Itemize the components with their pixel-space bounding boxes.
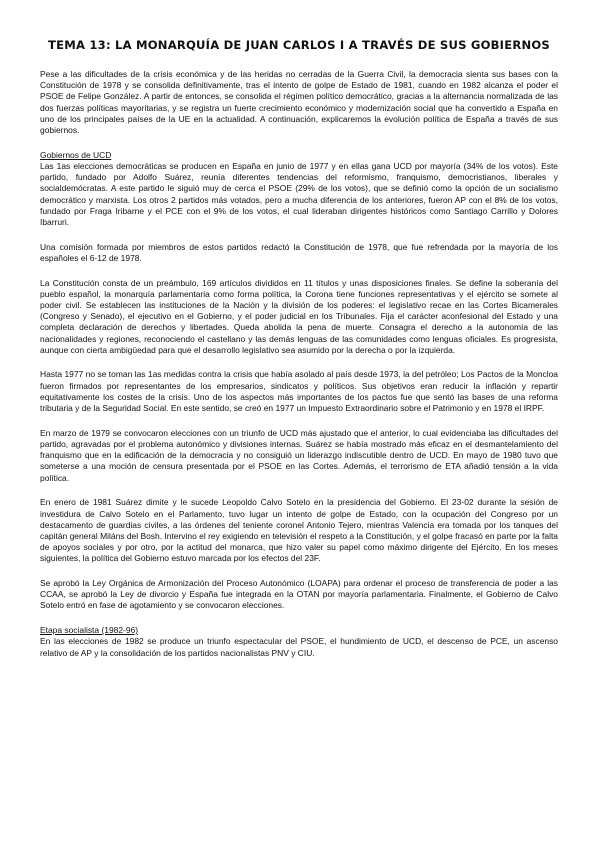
paragraph: En las elecciones de 1982 se produce un triunfo espectacular del PSOE, el hundimiento de UCD, el descenso de PCE, un ascenso relativo de AP y la consolidación de los partidos nacionalistas PNV y CIU. [40,636,558,658]
paragraph: En enero de 1981 Suárez dimite y le sucede Leopoldo Calvo Sotelo en la presidencia del Gobierno. El 23-02 durante la sesión de investidura de Calvo Sotelo en el Parlamento, tuvo lugar un intento de golpe de Estado, con la ocupación del Congreso por un destacamento de guardias civiles, a las órdenes del teniente coronel Antonio Tejero, mientras Valencia era tomada por los tanques del capitán general Miláns del Bosh. Intervino el rey exigiendo en televisión el respeto a la Constitución, y el golpe fracasó en parte por la falta de apoyos sociales y por otro, por la actitud del monarca, que hizo valer su papel como máximo dirigente del Ejército. En los meses siguientes, la política del Gobierno estuvo marcada por los efectos del 23F. [40,497,558,564]
paragraph: En marzo de 1979 se convocaron elecciones con un triunfo de UCD más ajustado que el anterior, lo cual evidenciaba las dificultades del partido, agravadas por el problema autonómico y divisiones internas. Suárez se había mostrado más eficaz en el desmantelamiento del franquismo que en la edificación de la democracia y no consiguió un liderazgo indiscutible dentro de UCD. En mayo de 1980 tuvo que someterse a una moción de censura presentada por el PSOE en las Cortes. Además, el terrorismo de ETA añadió tensión a la vida política. [40,427,558,483]
paragraph: Una comisión formada por miembros de estos partidos redactó la Constitución de 1978, que fue refrendada por la mayoría de los españoles el 6-12 de 1978. [40,241,558,263]
document-title: TEMA 13: LA MONARQUÍA DE JUAN CARLOS I A TRAVÉS DE SUS GOBIERNOS [48,38,550,52]
paragraph: Las 1as elecciones democráticas se producen en España en junio de 1977 y en ellas gana UCD por mayoría (34% de los votos). Este partido, fundado por Adolfo Suárez, reunía diferentes tendencias del reformismo, franquismo, democristianos, liberales y socialdemócratas. A este partido le siguió muy de cerca el PSOE (29% de los votos), que se definió como la opción de un socialismo democrático y marxista. Los otros 2 partidos más votados, pero a mucha diferencia de los anteriores, fueron AP con el 8% de los votos, fundado por Fraga Iribarne y el PCE con el 9% de los votos, el cual lideraban dirigentes históricos como Santiago Carrillo y Dolores Ibarruri. [40,160,558,227]
intro-paragraph: Pese a las dificultades de la crisis económica y de las heridas no cerradas de la Guerra Civil, la democracia sienta sus bases con la Constitución de 1978 y se consolida definitivamente, tras el intento de golpe de Estado de 1981, cuando en 1982 alcanza el poder el PSOE de Felipe González. A partir de entonces, se consolida el régimen político democrático, gracias a la alternancia normalizada de las dos fuerzas políticas mayoritarias, y se registra un fuerte crecimiento económico y modernización social que ha convertido a España en uno de los principales países de la UE en la actualidad. A continuación, explicaremos la evolución política de España a través de sus gobiernos. [40,69,558,136]
paragraph: Hasta 1977 no se toman las 1as medidas contra la crisis que había asolado al país desde 1973, la del petróleo; Los Pactos de la Moncloa fueron firmados por representantes de los empresarios, sindicatos y políticos. Sus objetivos eran reducir la inflación y repartir equitativamente los costes de la crisis. Uno de los aspectos más importantes de los pactos fue que sentó las bases de una reforma tributaria y de la Seguridad Social. En este sentido, se creó en 1977 un Impuesto Extraordinario sobre el Patrimonio y en 1978 el IRPF. [40,369,558,414]
section-heading-ucd: Gobiernos de UCD [40,149,112,160]
paragraph: Se aprobó la Ley Orgánica de Armonización del Proceso Autonómico (LOAPA) para ordenar el proceso de transferencia de poder a las CCAA, se aprobó la Ley de divorcio y España fue integrada en la OTAN por mayoría parlamentaria. Finalmente, el Gobierno de Calvo Sotelo entró en fase de agotamiento y se convocaron elecciones. [40,578,558,611]
section-heading-socialist: Etapa socialista (1982-96) [40,625,139,636]
paragraph: La Constitución consta de un preámbulo, 169 artículos divididos en 11 títulos y unas disposiciones finales. Se define la soberanía del pueblo español, la monarquía parlamentaria como forma política, la Corona tiene funciones representativas y el ejército se somete al poder civil. Se establecen las instituciones de la Nación y la división de los poderes: el legislativo recae en las Cortes Bicamerales (Congreso y Senado), el ejecutivo en el Gobierno, y el poder judicial en los Tribunales. Fija el carácter aconfesional del Estado y una completa declaración de derechos y libertades. Queda abolida la pena de muerte. Consagra el derecho a la autonomía de las nacionalidades y regiones, reconociendo el castellano y las demás lenguas de las comunidades como lenguas oficiales. Es progresista, aunque con cierta ambigüedad para que el desarrollo legislativo sea asumido por la derecha o por la izquierda. [40,277,558,355]
